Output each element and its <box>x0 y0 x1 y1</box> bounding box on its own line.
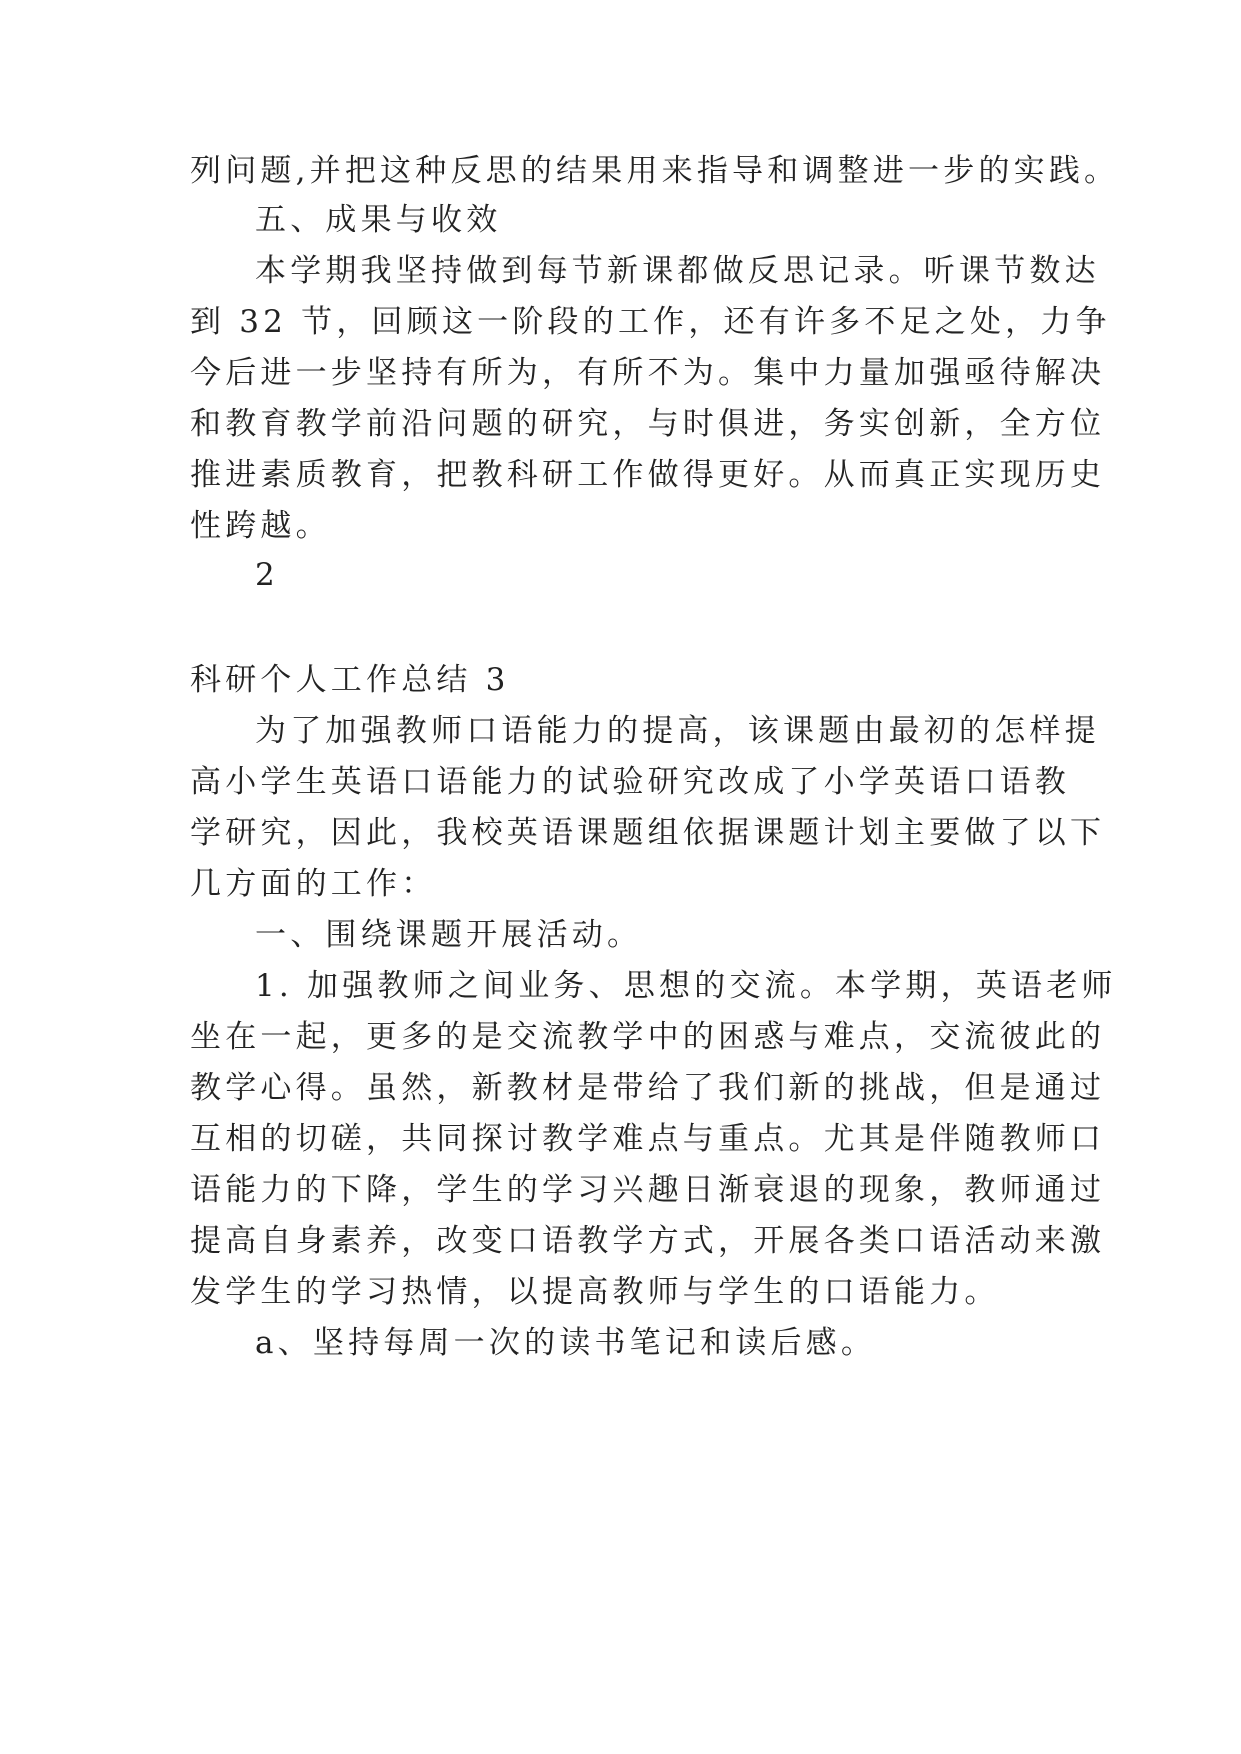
paragraph-line: 学研究，因此，我校英语课题组依据课题计划主要做了以下 <box>190 815 1106 851</box>
item-number: 2 <box>255 557 279 593</box>
section-heading: 一、围绕课题开展活动。 <box>255 917 643 953</box>
paragraph-line: a、坚持每周一次的读书笔记和读后感。 <box>255 1325 877 1361</box>
paragraph-line: 和教育教学前沿问题的研究，与时俱进，务实创新，全方位 <box>190 406 1106 442</box>
paragraph-line: 坐在一起，更多的是交流教学中的困惑与难点，交流彼此的 <box>190 1019 1106 1055</box>
paragraph-line: 为了加强教师口语能力的提高，该课题由最初的怎样提 <box>255 713 1100 749</box>
paragraph-line: 语能力的下降，学生的学习兴趣日渐衰退的现象，教师通过 <box>190 1172 1106 1208</box>
paragraph-line: 推进素质教育，把教科研工作做得更好。从而真正实现历史 <box>190 457 1106 493</box>
paragraph-line: 互相的切磋，共同探讨教学难点与重点。尤其是伴随教师口 <box>190 1121 1106 1157</box>
document-title: 科研个人工作总结 3 <box>190 662 510 698</box>
paragraph-line: 高小学生英语口语能力的试验研究改成了小学英语口语教 <box>190 764 1070 800</box>
paragraph-line: 本学期我坚持做到每节新课都做反思记录。听课节数达 <box>255 253 1100 289</box>
paragraph-line: 教学心得。虽然，新教材是带给了我们新的挑战，但是通过 <box>190 1070 1106 1106</box>
paragraph-line: 今后进一步坚持有所为，有所不为。集中力量加强亟待解决 <box>190 355 1106 391</box>
paragraph-line: 提高自身素养，改变口语教学方式，开展各类口语活动来激 <box>190 1223 1106 1259</box>
paragraph-line: 发学生的学习热情，以提高教师与学生的口语能力。 <box>190 1274 1000 1310</box>
paragraph-line: 到 32 节，回顾这一阶段的工作，还有许多不足之处，力争 <box>190 304 1111 340</box>
paragraph-line: 性跨越。 <box>190 508 331 544</box>
paragraph-line: 几方面的工作： <box>190 866 437 902</box>
paragraph-line: 1. 加强教师之间业务、思想的交流。本学期，英语老师 <box>255 968 1117 1004</box>
section-heading: 五、成果与收效 <box>255 202 502 238</box>
paragraph-line: 列问题,并把这种反思的结果用来指导和调整进一步的实践。 <box>190 153 1120 189</box>
